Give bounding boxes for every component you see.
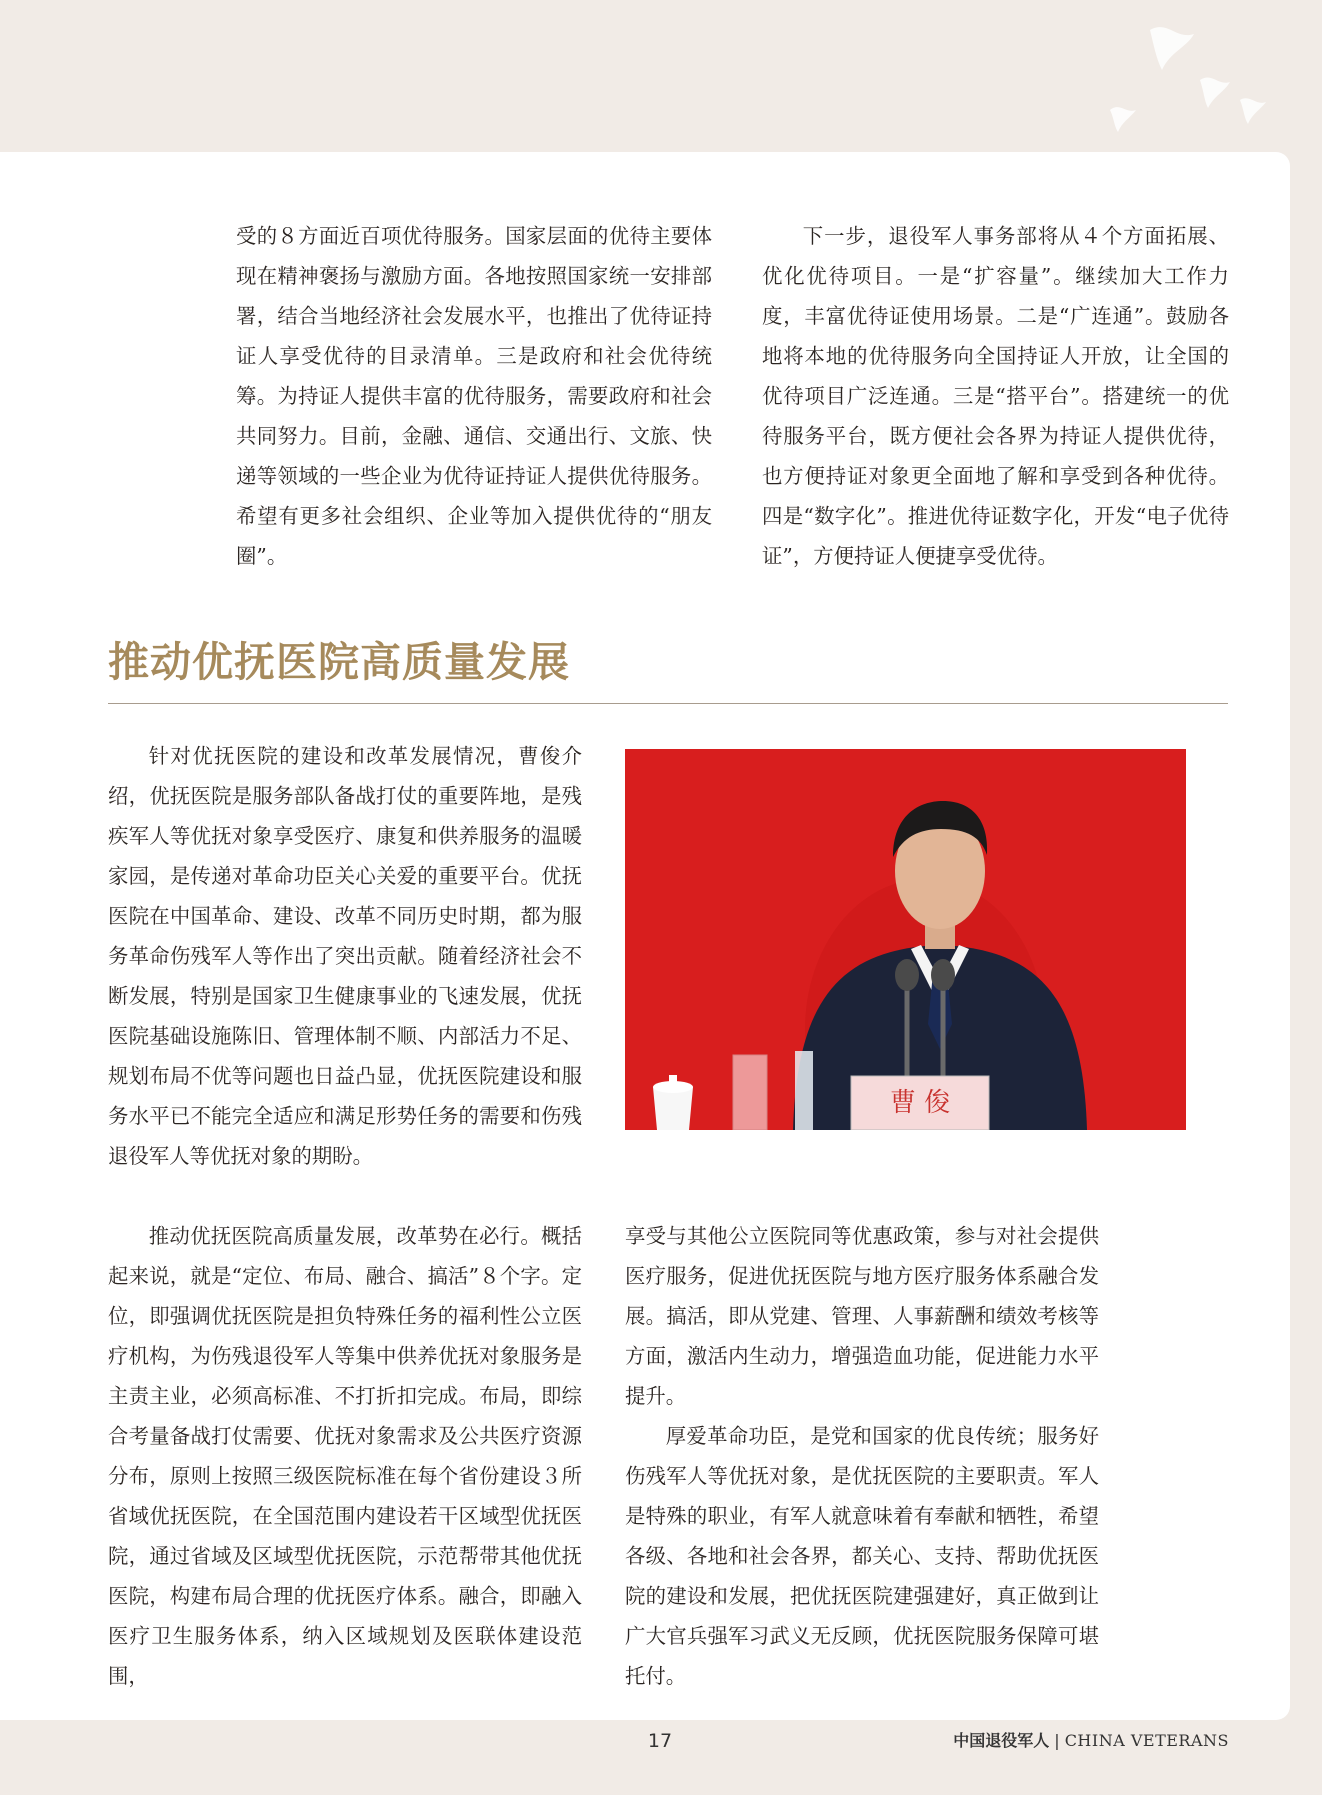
section-paragraph-1: 针对优抚医院的建设和改革发展情况，曹俊介绍，优抚医院是服务部队备战打仗的重要阵地，是残疾军人等优抚对象享受医疗、康复和供养服务的温暖家园，是传递对革命功臣关心关爱的重要平台。优抚医院在中国革命、建设、改革不同历史时期，都为服务革命伤残军人等作出了突出贡献。随着经济社会不断发展，特别是国家卫生健康事业的飞速发展，优抚医院基础设施陈旧、管理体制不顺、内部活力不足、规划布局不优等问题也日益凸显，优抚医院建设和服务水平已不能完全适应和满足形势任务的需要和伤残退役军人等优抚对象的期盼。 (108, 744, 582, 1168)
magazine-name-chinese: 中国退役军人 (953, 1731, 1050, 1750)
magazine-name-english: CHINA VETERANS (1064, 1731, 1229, 1750)
section-paragraph-2: 推动优抚医院高质量发展，改革势在必行。概括起来说，就是“定位、布局、融合、搞活”８个字。定位，即强调优抚医院是担负特殊任务的福利性公立医疗机构，为伤残退役军人等集中供养优抚对象服务是主责主业，必须高标准、不打折扣完成。布局，即综合考量备战打仗需要、优抚对象需求及公共医疗资源分布，原则上按照三级医院标准在每个省份建设３所省域优抚医院，在全国范围内建设若干区域型优抚医院，通过省域及区域型优抚医院，示范帮带其他优抚医院，构建布局合理的优抚医疗体系。融合，即融入医疗卫生服务体系，纳入区域规划及医联体建设范围， (108, 1224, 582, 1688)
top-left-paragraph: 受的８方面近百项优待服务。国家层面的优待主要体现在精神褒扬与激励方面。各地按照国家统一安排部署，结合当地经济社会发展水平，也推出了优待证持证人享受优待的目录清单。三是政府和社会优待统筹。为持证人提供丰富的优待服务，需要政府和社会共同努力。目前，金融、通信、交通出行、文旅、快递等领域的一些企业为优待证持证人提供优待服务。希望有更多社会组织、企业等加入提供优待的“朋友圈”。 (236, 224, 712, 568)
section-paragraph-2-continued: 享受与其他公立医院同等优惠政策，参与对社会提供医疗服务，促进优抚医院与地方医疗服务体系融合发展。搞活，即从党建、管理、人事薪酬和绩效考核等方面，激活内生动力，增强造血功能，促进能力水平提升。 (625, 1224, 1099, 1408)
section-paragraph-3: 厚爱革命功臣，是党和国家的优良传统；服务好伤残军人等优抚对象，是优抚医院的主要职责。军人是特殊的职业，有军人就意味着有奉献和牺牲，希望各级、各地和社会各界，都关心、支持、帮助优抚医院的建设和发展，把优抚医院建强建好，真正做到让广大官兵强军习武义无反顾，优抚医院服务保障可堪托付。 (625, 1424, 1099, 1688)
top-right-paragraph: 下一步，退役军人事务部将从４个方面拓展、优化优待项目。一是“扩容量”。继续加大工作力度，丰富优待证使用场景。二是“广连通”。鼓励各地将本地的优待服务向全国持证人开放，让全国的优待项目广泛连通。三是“搭平台”。搭建统一的优待服务平台，既方便社会各界为持证人提供优待，也方便持证对象更全面地了解和享受到各种优待。四是“数字化”。推进优待证数字化，开发“电子优待证”，方便持证人便捷享受优待。 (762, 224, 1229, 568)
heading-divider (108, 703, 1228, 704)
dove-decoration-icon (1000, 0, 1322, 152)
speaker-nameplate: 曹 俊 (889, 1088, 951, 1118)
magazine-name (953, 1729, 1229, 1753)
speaker-photo (625, 749, 1186, 1130)
magazine-name-separator: | (1054, 1731, 1060, 1750)
page-number: 17 (647, 1730, 673, 1752)
section-heading: 推动优抚医院高质量发展 (108, 638, 570, 686)
